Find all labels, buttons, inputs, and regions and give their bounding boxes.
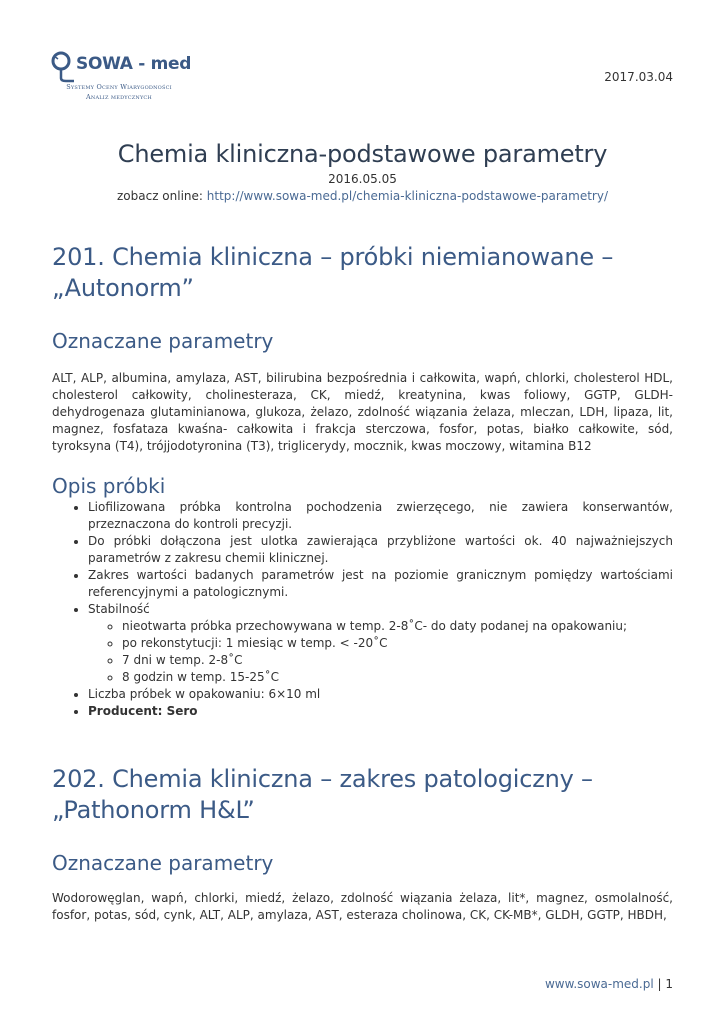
list-item: • Do próbki dołączona jest ulotka zawierająca przybliżone wartości ok. 40 najważniejszych parametrów z zakresu chemii klinicznej. [88,533,673,567]
logo-tagline [60,82,178,102]
stability-list [88,618,673,686]
sowa-med-logo [50,50,192,106]
logo-name: SOWA - med [76,54,192,74]
document-content [52,236,673,924]
section-201-params-text: ALT, ALP, albumina, amylaza, AST, bilirubina bezpośrednia i całkowita, wapń, chlorki, cholesterol HDL, cholesterol całkowity, cholinesteraza, CK, miedź, kreatynina, kwas foliowy, GGTP, GLDH-dehydrogenaza glutaminianowa, glukoza, żelazo, zdolność wiązania żelaza, mleczan, LDH, lipaza, lit, magnez, fosfataza kwaśna- całkowita i frakcja sterczowa, fosfor, potas, białko całkowite, sód, tyroksyna (T4), trójjodotyronina (T3), triglicerydy, mocznik, kwas moczowy, witamina B12 [52,371,673,453]
section-202-params-text: Wodorowęglan, wapń, chlorki, miedź, żelazo, zdolność wiązania żelaza, lit*, magnez, osmolalność, fosfor, potas, sód, cynk, ALT, ALP, amylaza, AST, esteraza cholinowa, CK, CK-MB*, GLDH, GGTP, HBDH, [52,891,673,922]
logo-tagline-line-1: Systemy Oceny Wiarygodności [66,83,172,91]
page-footer [545,977,673,991]
logo-tagline-line-2: Analiz medycznych [86,93,152,101]
online-label: zobacz online: [116,189,207,203]
list-item: ◦ 7 dni w temp. 2-8˚C [122,652,673,669]
list-item: • Zakres wartości badanych parametrów jest na poziomie granicznym pomiędzy wartościami referencyjnymi a patologicznymi. [88,567,673,601]
list-item: • Liczba próbek w opakowaniu: 6×10 ml [88,686,673,703]
section-201-heading: 201. Chemia kliniczna – próbki niemianowane – „Autonorm” [52,243,614,302]
list-item: ◦ po rekonstytucji: 1 miesiąc w temp. < -20˚C [122,635,673,652]
footer-site-link[interactable]: www.sowa-med.pl [544,977,654,991]
list-item: ◦ nieotwarta próbka przechowywana w temp. 2-8˚C- do daty podanej na opakowaniu; [122,618,673,635]
section-201-params-heading: Oznaczane parametry [52,329,274,353]
page-number: 1 [665,977,673,991]
stability-label: Stabilność [88,602,150,616]
sample-description-list [52,499,673,720]
list-item: • Liofilizowana próbka kontrolna pochodzenia zwierzęcego, nie zawiera konserwantów, przeznaczona do kontroli precyzji. [88,499,673,533]
footer-separator: | [653,977,666,991]
publish-date: 2016.05.05 [328,172,397,186]
online-link[interactable]: http://www.sowa-med.pl/chemia-kliniczna-podstawowe-parametry/ [206,189,609,203]
list-item-producer: • Producent: Sero [88,703,673,720]
list-item: ◦ 8 godzin w temp. 15-25˚C [122,669,673,686]
page-title: Chemia kliniczna-podstawowe parametry [117,140,608,168]
online-line [0,189,725,203]
header-date: 2017.03.04 [604,70,673,84]
list-item-stability [88,601,673,686]
section-202-params-heading: Oznaczane parametry [52,851,274,875]
section-201-desc-heading: Opis próbki [52,474,166,498]
section-202-heading: 202. Chemia kliniczna – zakres patologiczny – „Pathonorm H&L” [52,765,593,824]
